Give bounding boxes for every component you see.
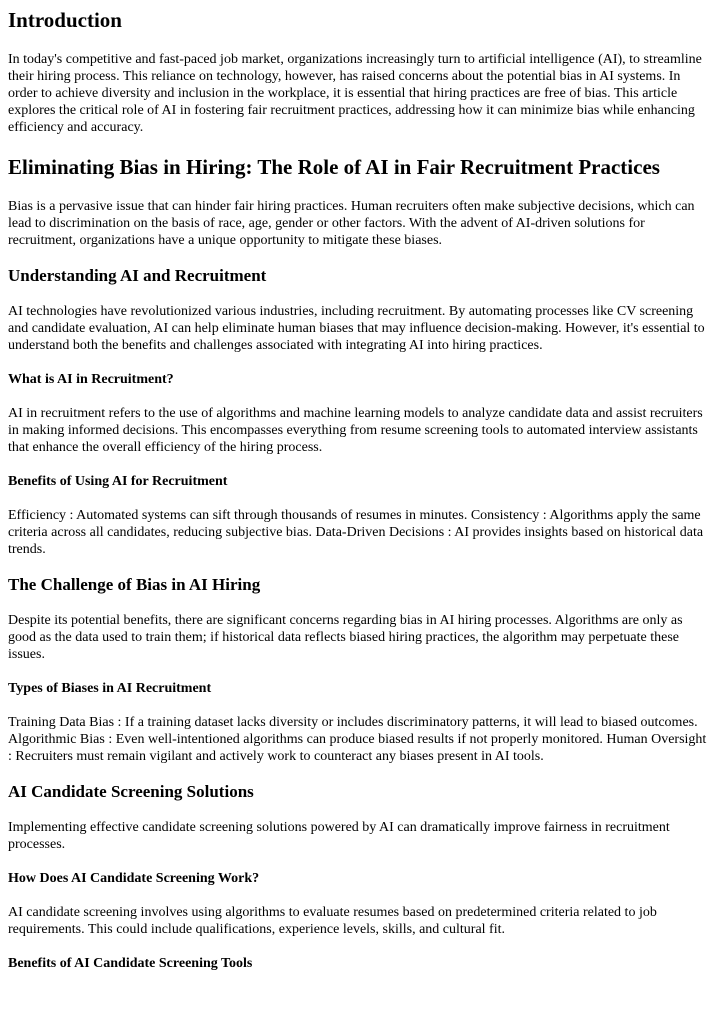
screening-solutions-paragraph: Implementing effective candidate screening solutions powered by AI can dramatically improve fairness in recruitment processes. [8, 820, 670, 852]
document-body [0, 8, 720, 972]
challenge-heading: The Challenge of Bias in AI Hiring [8, 575, 261, 594]
understanding-ai-paragraph: AI technologies have revolutionized various industries, including recruitment. By automating processes like CV screening and candidate evaluation, AI can help eliminate human biases that may influence decision-making. However, it's essential to understand both the benefits and challenges associated with integrating AI into hiring practices. [8, 304, 705, 353]
introduction-heading: Introduction [8, 8, 122, 32]
screening-benefits-heading: Benefits of AI Candidate Screening Tools [8, 956, 253, 971]
what-is-ai-paragraph: AI in recruitment refers to the use of algorithms and machine learning models to analyze candidate data and assist recruiters in making informed decisions. This encompasses everything from resume screening tools to automated interview assistants that enhance the overall efficiency of the hiring process. [8, 406, 703, 455]
screening-solutions-heading: AI Candidate Screening Solutions [8, 782, 254, 801]
how-screening-works-paragraph: AI candidate screening involves using algorithms to evaluate resumes based on predetermined criteria related to job requirements. This could include qualifications, experience levels, skills, and cultural fit. [8, 905, 657, 937]
challenge-paragraph: Despite its potential benefits, there are significant concerns regarding bias in AI hiring processes. Algorithms are only as good as the data used to train them; if historical data reflects biased hiring practices, the algorithm may perpetuate these issues. [8, 613, 683, 662]
article-title: Eliminating Bias in Hiring: The Role of AI in Fair Recruitment Practices [8, 155, 660, 179]
types-of-biases-heading: Types of Biases in AI Recruitment [8, 681, 212, 696]
article-intro-paragraph: Bias is a pervasive issue that can hinder fair hiring practices. Human recruiters often make subjective decisions, which can lead to discrimination on the basis of race, age, gender or other factors. With the advent of AI-driven solutions for recruitment, organizations have a unique opportunity to mitigate these biases. [8, 199, 695, 248]
types-of-biases-paragraph: Training Data Bias : If a training dataset lacks diversity or includes discriminatory patterns, it will lead to biased outcomes. Algorithmic Bias : Even well-intentioned algorithms can produce biased results if not properly monitored. Human Oversight : Recruiters must remain vigilant and actively work to counteract any biases present in AI tools. [8, 715, 707, 764]
benefits-heading: Benefits of Using AI for Recruitment [8, 474, 228, 489]
benefits-paragraph: Efficiency : Automated systems can sift through thousands of resumes in minutes. Consistency : Algorithms apply the same criteria across all candidates, reducing subjective bias. Data-Driven Decisions : AI provides insights based on historical data trends. [8, 508, 704, 557]
understanding-ai-heading: Understanding AI and Recruitment [8, 266, 267, 285]
how-screening-works-heading: How Does AI Candidate Screening Work? [8, 871, 260, 886]
what-is-ai-heading: What is AI in Recruitment? [8, 372, 174, 387]
introduction-paragraph: In today's competitive and fast-paced job market, organizations increasingly turn to artificial intelligence (AI), to streamline their hiring process. This reliance on technology, however, has raised concerns about the potential bias in AI systems. In order to achieve diversity and inclusion in the workplace, it is essential that hiring practices are free of bias. This article explores the critical role of AI in fostering fair recruitment practices, addressing how it can minimize bias while enhancing efficiency and accuracy. [8, 52, 702, 135]
